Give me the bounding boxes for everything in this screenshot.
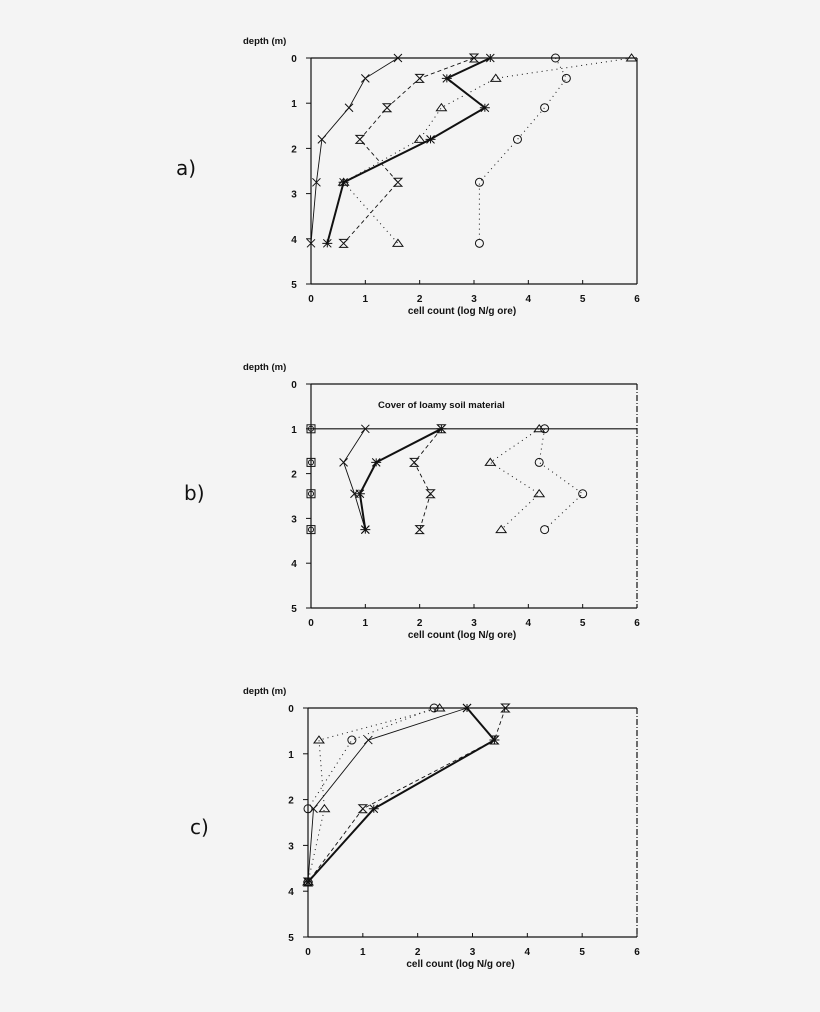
y-tick-label: 2 [291, 144, 297, 156]
y-tick-label: 5 [288, 933, 294, 944]
asterisk-marker-icon [489, 736, 499, 744]
x-tick-label: 3 [471, 618, 477, 629]
asterisk-marker-icon [355, 490, 365, 498]
x-tick-label: 0 [308, 618, 314, 629]
x-tick-label: 5 [579, 618, 586, 629]
hourglass-marker-icon [394, 178, 402, 186]
annotation-text: Cover of loamy soil material [378, 400, 505, 412]
y-tick-label: 0 [288, 704, 294, 715]
triangle-marker-icon [393, 239, 403, 246]
y-axis [243, 686, 308, 944]
circle-marker-icon [562, 74, 570, 82]
hourglass-marker-icon [416, 526, 424, 534]
plot-frame [308, 708, 637, 937]
y-tick-label: 2 [291, 469, 297, 481]
asterisk-marker-icon [442, 74, 452, 82]
x-tick-label: 1 [362, 618, 369, 629]
x-marker-icon [361, 74, 369, 82]
circle-marker-icon [513, 135, 521, 143]
hourglass-marker-icon [410, 458, 418, 466]
asterisk-marker-icon [485, 54, 495, 62]
x-tick-label: 4 [525, 618, 532, 629]
chart-c [0, 650, 820, 990]
hourglass-marker-icon [416, 74, 424, 82]
asterisk-marker-icon [360, 526, 370, 534]
series-line [414, 429, 441, 530]
hourglass-marker-icon [356, 135, 364, 143]
y-tick-label: 0 [291, 380, 297, 391]
circle-marker-icon [541, 104, 549, 112]
series-triangle [485, 425, 544, 533]
series-line [311, 58, 398, 243]
x-marker-icon [340, 458, 348, 466]
x-axis [305, 933, 640, 970]
panel-label-b: b) [184, 481, 205, 505]
y-tick-label: 3 [288, 841, 294, 853]
x-axis-label: cell count (log N/g ore) [407, 630, 517, 641]
series-line [308, 708, 505, 882]
asterisk-marker-icon [369, 805, 379, 813]
asterisk-marker-icon [480, 104, 490, 112]
y-tick-label: 3 [291, 189, 297, 201]
series-circle [475, 54, 570, 247]
triangle-marker-icon [491, 74, 501, 81]
circle-marker-icon [348, 736, 356, 744]
x-tick-label: 2 [416, 294, 423, 305]
y-axis [243, 36, 311, 291]
plot-frame [311, 58, 637, 284]
x-axis-label: cell count (log N/g ore) [407, 306, 517, 317]
x-tick-label: 6 [634, 294, 640, 305]
y-tick-label: 1 [288, 749, 294, 761]
x-tick-label: 5 [579, 294, 586, 305]
panel-a [0, 0, 820, 330]
series-hourglass [304, 704, 509, 886]
chart-a [0, 0, 820, 330]
x-tick-label: 6 [634, 947, 640, 958]
series-line [308, 708, 434, 882]
asterisk-marker-icon [436, 425, 446, 433]
circle-marker-icon [475, 178, 483, 186]
chart-b [0, 326, 820, 656]
triangle-marker-icon [436, 104, 446, 111]
y-tick-label: 5 [291, 604, 297, 615]
series-line [539, 429, 583, 530]
circle-marker-icon [475, 239, 483, 247]
circle-marker-icon [535, 458, 543, 466]
series-x [340, 425, 370, 534]
x-tick-label: 3 [469, 947, 476, 958]
x-marker-icon [364, 736, 372, 744]
panel-b [0, 326, 820, 656]
y-tick-label: 2 [288, 795, 294, 807]
triangle-marker-icon [485, 458, 495, 465]
series-x [307, 54, 402, 247]
x-tick-label: 2 [414, 947, 421, 958]
x-axis [308, 280, 640, 317]
x-axis [308, 604, 640, 641]
y-axis [243, 362, 311, 615]
series-asterisk [355, 425, 447, 534]
x-tick-label: 4 [525, 294, 532, 305]
asterisk-marker-icon [371, 458, 381, 466]
y-tick-label: 1 [291, 99, 297, 111]
series-line [344, 58, 632, 243]
circle-marker-icon [579, 490, 587, 498]
y-tick-label: 4 [291, 559, 297, 571]
series-triangle [303, 704, 445, 885]
series-line [308, 708, 494, 882]
x-tick-label: 1 [360, 947, 366, 958]
x-axis-label: cell count (log N/g ore) [406, 959, 515, 970]
asterisk-marker-icon [462, 704, 472, 712]
circle-marker-icon [541, 526, 549, 534]
panel-label-a: a) [176, 156, 197, 180]
triangle-marker-icon [314, 736, 324, 743]
x-tick-label: 4 [524, 947, 531, 958]
hourglass-marker-icon [383, 104, 391, 112]
x-tick-label: 1 [362, 294, 369, 305]
triangle-marker-icon [415, 135, 425, 142]
x-tick-label: 3 [471, 294, 477, 305]
x-tick-label: 0 [305, 947, 311, 958]
series-circle [535, 425, 586, 534]
panel-c [0, 650, 820, 990]
y-tick-label: 0 [291, 54, 297, 65]
series-asterisk [303, 704, 499, 886]
y-tick-label: 4 [291, 234, 297, 246]
hourglass-marker-icon [427, 490, 435, 498]
x-tick-label: 2 [416, 618, 423, 629]
series-line [360, 429, 442, 530]
asterisk-marker-icon [426, 135, 436, 143]
hourglass-marker-icon [340, 239, 348, 247]
y-tick-label: 5 [291, 280, 297, 291]
hourglass-marker-icon [359, 805, 367, 813]
series-line [479, 58, 566, 243]
panel-label-c: c) [190, 815, 209, 839]
y-tick-label: 1 [291, 424, 297, 436]
series-asterisk [322, 54, 495, 247]
asterisk-marker-icon [322, 239, 332, 247]
series-line [327, 58, 490, 243]
y-axis-label: depth (m) [243, 362, 287, 373]
y-tick-label: 4 [288, 887, 294, 899]
y-tick-label: 3 [291, 514, 297, 526]
x-marker-icon [345, 104, 353, 112]
x-tick-label: 0 [308, 294, 314, 305]
x-tick-label: 5 [579, 947, 585, 958]
x-tick-label: 6 [634, 618, 640, 629]
triangle-marker-icon [534, 490, 544, 497]
series-line [490, 429, 539, 530]
soil-cover-annotation [311, 400, 637, 429]
series-triangle [339, 54, 637, 246]
y-axis-label: depth (m) [243, 686, 287, 697]
y-axis-label: depth (m) [243, 36, 287, 47]
